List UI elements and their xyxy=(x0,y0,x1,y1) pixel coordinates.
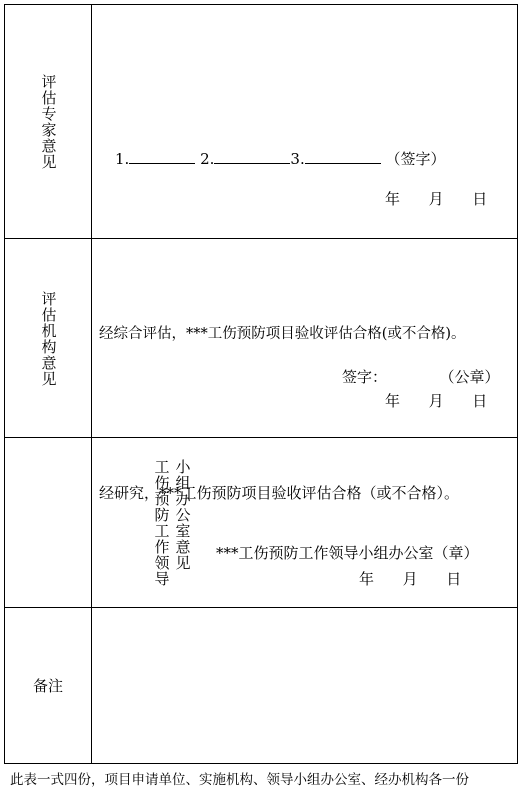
office-opinion-label-col2: 小组办公室意见 xyxy=(173,459,192,571)
agency-signature: 签字： （公章） xyxy=(342,368,500,386)
agency-opinion-label: 评估机构意见 xyxy=(39,290,58,387)
expert-opinion-label: 评估专家意见 xyxy=(39,74,58,170)
form-footer-note: 此表一式四份，项目申请单位、实施机构、领导小组办公室、经办机构各一份 xyxy=(10,772,469,788)
remarks-label: 备注 xyxy=(32,677,63,695)
signature-note: （签字） xyxy=(385,150,446,168)
signer-3-number: 3. xyxy=(290,150,305,168)
agency-opinion-label-cell xyxy=(5,239,91,438)
column-divider xyxy=(91,5,92,238)
office-opinion-label-cell xyxy=(5,438,192,608)
remarks-row xyxy=(5,608,517,763)
office-seal: ***工伤预防工作领导小组办公室（章） xyxy=(216,544,479,562)
expert-opinion-label-cell xyxy=(5,5,91,239)
remarks-field[interactable] xyxy=(93,608,517,763)
expert-signature-line xyxy=(115,148,446,169)
signer-2-number: 2. xyxy=(200,150,215,168)
column-divider xyxy=(91,239,92,437)
agency-opinion-row xyxy=(5,239,517,438)
office-opinion-text: 经研究，***工伤预防项目验收评估合格（或不合格）。 xyxy=(99,484,460,502)
agency-date: 年 月 日 xyxy=(385,392,488,410)
expert-date: 年 月 日 xyxy=(385,190,488,208)
agency-opinion-text: 经综合评估，***工伤预防项目验收评估合格(或不合格)。 xyxy=(99,326,466,342)
signer-3-blank[interactable] xyxy=(305,149,381,164)
office-opinion-label xyxy=(0,459,192,587)
office-opinion-row xyxy=(5,438,517,608)
signer-1-blank[interactable] xyxy=(129,149,195,164)
signer-2-blank[interactable] xyxy=(214,149,290,164)
remarks-label-cell xyxy=(5,608,91,763)
office-opinion-label-col1: 工伤预防工作领导 xyxy=(152,459,171,587)
signer-1-number: 1. xyxy=(115,150,130,168)
column-divider xyxy=(91,608,92,763)
office-date: 年 月 日 xyxy=(359,570,462,588)
approval-form-table xyxy=(4,4,518,764)
expert-opinion-row xyxy=(5,5,517,239)
